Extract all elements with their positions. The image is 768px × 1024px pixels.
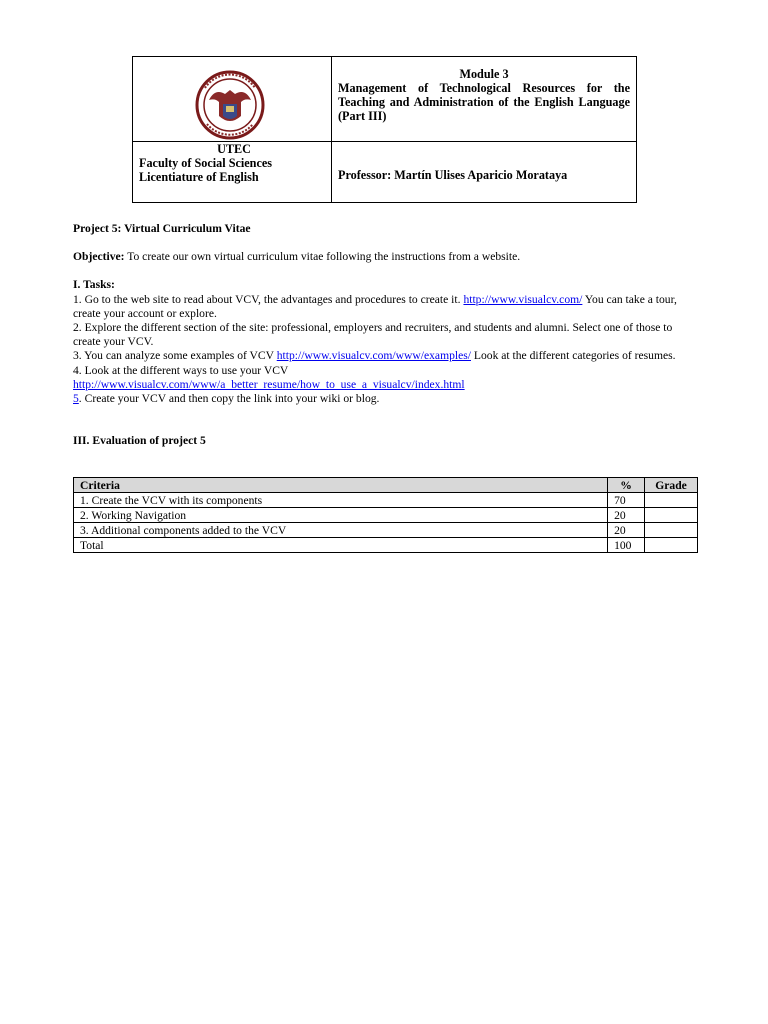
- document-body: [73, 222, 698, 448]
- task-5-text: . Create your VCV and then copy the link into your wiki or blog.: [78, 392, 380, 406]
- grade-cell[interactable]: [645, 508, 698, 523]
- percent-cell: 20: [608, 523, 645, 538]
- table-header-row: [74, 478, 698, 493]
- task-3: [73, 349, 698, 363]
- task-5: [73, 392, 698, 406]
- criteria-cell: Total: [74, 538, 608, 553]
- task-1-text: 1. Go to the web site to read about VCV, the advantages and procedures to create it.: [73, 292, 464, 306]
- visualcv-examples-link[interactable]: http://www.visualcv.com/www/examples/: [276, 349, 471, 363]
- task-5-number-link[interactable]: 5: [73, 392, 79, 406]
- percent-cell: 70: [608, 493, 645, 508]
- visualcv-home-link[interactable]: http://www.visualcv.com/: [463, 292, 583, 306]
- task-4: 4. Look at the different ways to use your VCV: [73, 363, 289, 377]
- criteria-cell: 2. Working Navigation: [74, 508, 608, 523]
- university-seal-icon: [195, 70, 265, 140]
- percent-cell: 100: [608, 538, 645, 553]
- evaluation-heading: III. Evaluation of project 5: [73, 434, 206, 448]
- institution-name: UTEC: [217, 142, 251, 156]
- visualcv-howto-link[interactable]: http://www.visualcv.com/www/a_better_resume/how_to_use_a_visualcv/index.html: [73, 377, 465, 391]
- objective-label: Objective:: [73, 250, 125, 264]
- table-row: [74, 508, 698, 523]
- faculty-name: Faculty of Social Sciences: [139, 156, 273, 170]
- evaluation-table: [73, 477, 698, 553]
- header-divider-vertical: [331, 57, 332, 202]
- logo-cell: [133, 57, 331, 141]
- column-header-percent: %: [608, 478, 645, 493]
- objective-text: To create our own virtual curriculum vitae following the instructions from a website.: [124, 250, 521, 264]
- column-header-criteria: Criteria: [74, 478, 608, 493]
- task-3-text: 3. You can analyze some examples of VCV: [73, 349, 277, 363]
- tasks-heading: I. Tasks:: [73, 278, 115, 292]
- column-header-grade: Grade: [645, 478, 698, 493]
- task-2: 2. Explore the different section of the site: professional, employers and recruiters, and students and alumni. Select one of those to create your VCV.: [73, 321, 673, 349]
- institution-cell: [139, 142, 329, 184]
- header-table: [132, 56, 637, 203]
- module-title-cell: [338, 67, 630, 123]
- table-row: [74, 493, 698, 508]
- project-title: Project 5: Virtual Curriculum Vitae: [73, 222, 251, 235]
- module-label: Module 3: [459, 67, 509, 81]
- percent-cell: 20: [608, 508, 645, 523]
- grade-cell[interactable]: [645, 523, 698, 538]
- task-1: [73, 293, 698, 321]
- table-row-total: [74, 538, 698, 553]
- task-1-tail: You can take a tour, create your account or explore.: [73, 292, 677, 320]
- criteria-cell: 1. Create the VCV with its components: [74, 493, 608, 508]
- task-3-tail: Look at the different categories of resumes.: [471, 349, 676, 363]
- task-4-link-line: [73, 378, 698, 392]
- program-name: Licentiature of English: [139, 170, 259, 184]
- grade-cell[interactable]: [645, 538, 698, 553]
- objective-paragraph: [73, 250, 698, 264]
- table-row: [74, 523, 698, 538]
- professor-name: Professor: Martín Ulises Aparicio Morataya: [338, 168, 568, 182]
- criteria-cell: 3. Additional components added to the VCV: [74, 523, 608, 538]
- module-title: Management of Technological Resources for the Teaching and Administration of the English Language (Part III): [338, 81, 630, 123]
- grade-cell[interactable]: [645, 493, 698, 508]
